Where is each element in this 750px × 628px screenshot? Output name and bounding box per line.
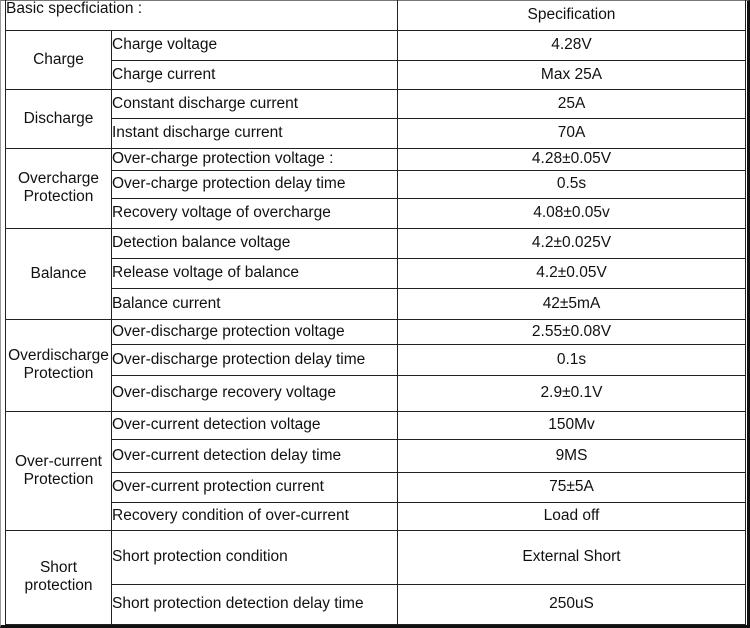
table-row [6, 344, 746, 375]
row-item: Recovery voltage of overcharge [112, 198, 398, 228]
row-item: Over-charge protection delay time [112, 170, 398, 198]
table-row [6, 170, 746, 198]
row-item: Charge voltage [112, 30, 398, 60]
group-overdischarge-protection [6, 319, 112, 411]
table-row [6, 439, 746, 472]
group-discharge: Discharge [6, 89, 112, 148]
row-item: Over-discharge protection voltage [112, 319, 398, 344]
group-name-line-2: protection [24, 577, 93, 594]
table-row [6, 60, 746, 89]
row-value: 0.5s [398, 170, 746, 198]
group-name-line-1: Overdischarge [8, 347, 109, 365]
group-short-protection [6, 530, 112, 624]
row-item: Recovery condition of over-current [112, 502, 398, 530]
spec-table [5, 0, 746, 625]
row-item: Over-discharge recovery voltage [112, 375, 398, 411]
row-item: Balance current [112, 288, 398, 319]
table-row [6, 198, 746, 228]
group-name-line-1: Overcharge [18, 170, 99, 188]
table-row [6, 118, 746, 148]
row-value: 4.28±0.05V [398, 148, 746, 170]
table-title: Basic specficiation : [6, 0, 398, 30]
row-value: 0.1s [398, 344, 746, 375]
row-value: 2.9±0.1V [398, 375, 746, 411]
group-name-line-1: Over-current [15, 452, 102, 470]
row-item: Short protection detection delay time [112, 584, 398, 624]
row-value: 70A [398, 118, 746, 148]
group-name-line-2: Protection [23, 365, 94, 382]
group-charge: Charge [6, 30, 112, 89]
group-balance: Balance [6, 228, 112, 319]
table-row [6, 319, 746, 344]
row-item: Over-current detection delay time [112, 439, 398, 472]
row-value: 4.28V [398, 30, 746, 60]
table-row [6, 584, 746, 624]
table-row [6, 30, 746, 60]
row-value: Max 25A [398, 60, 746, 89]
row-value: 4.2±0.025V [398, 228, 746, 258]
table-row [6, 472, 746, 502]
row-value: 4.2±0.05V [398, 258, 746, 288]
table-row [6, 375, 746, 411]
row-item: Charge current [112, 60, 398, 89]
row-item: Over-current detection voltage [112, 411, 398, 439]
table-row [6, 288, 746, 319]
table-row [6, 89, 746, 118]
row-item: Instant discharge current [112, 118, 398, 148]
row-item: Over-charge protection voltage : [112, 148, 398, 170]
table-row [6, 530, 746, 584]
row-value: 42±5mA [398, 288, 746, 319]
row-item: Release voltage of balance [112, 258, 398, 288]
row-value: 4.08±0.05v [398, 198, 746, 228]
group-name-line-2: Protection [23, 470, 94, 488]
table-row [6, 258, 746, 288]
row-value: 25A [398, 89, 746, 118]
row-item: Over-current protection current [112, 472, 398, 502]
row-value: 2.55±0.08V [398, 319, 746, 344]
row-item: Detection balance voltage [112, 228, 398, 258]
row-value: Load off [398, 502, 746, 530]
column-header-specification: Specification [398, 0, 746, 30]
row-value: External Short [398, 530, 746, 584]
group-over-current-protection [6, 411, 112, 530]
row-item: Over-discharge protection delay time [112, 344, 398, 375]
row-value: 250uS [398, 584, 746, 624]
group-name-line-2: Protection [23, 188, 94, 205]
table-header-row [6, 0, 746, 30]
row-value: 9MS [398, 439, 746, 472]
row-value: 75±5A [398, 472, 746, 502]
row-item: Constant discharge current [112, 89, 398, 118]
table-row [6, 502, 746, 530]
table-row [6, 148, 746, 170]
table-row [6, 228, 746, 258]
group-name-line-1: Short [39, 559, 78, 577]
table-row [6, 411, 746, 439]
group-overcharge-protection [6, 148, 112, 228]
row-value: 150Mv [398, 411, 746, 439]
row-item: Short protection condition [112, 530, 398, 584]
